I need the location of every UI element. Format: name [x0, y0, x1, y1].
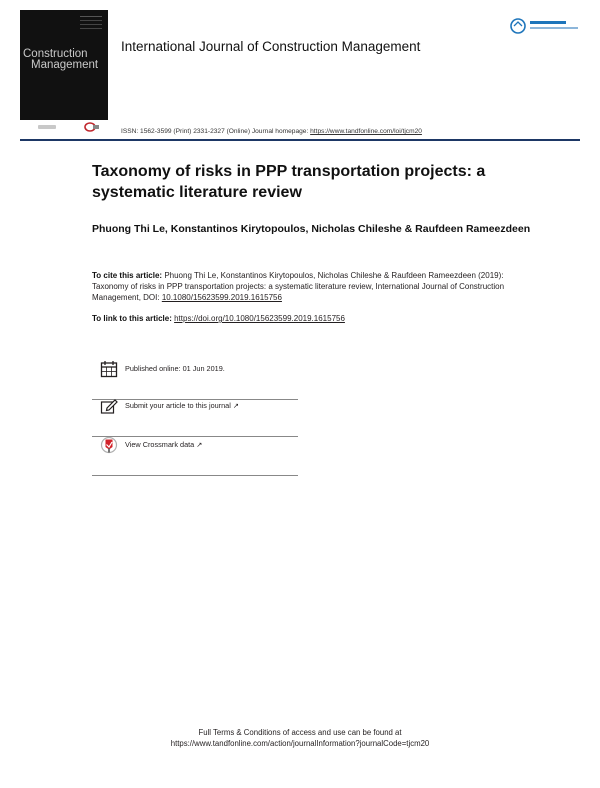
crossmark-icon [100, 436, 118, 454]
citation-block [92, 270, 522, 303]
cover-title-line2: Management [31, 59, 99, 71]
link-label: To link to this article: [92, 314, 175, 323]
cover-title-line1: Construction [23, 48, 88, 60]
crossmark-link[interactable] [125, 440, 202, 449]
row-divider [92, 475, 298, 476]
calendar-icon [100, 360, 118, 378]
issn-text: ISSN: 1562-3599 (Print) 2331-2327 (Online) Journal homepage: [121, 128, 311, 135]
terms-text: Full Terms & Conditions of access and use can be found at [198, 728, 402, 737]
submit-article-row[interactable] [92, 397, 298, 437]
taylor-francis-logo[interactable] [510, 14, 582, 38]
terms-link[interactable]: https://www.tandfonline.com/action/journalInformation?journalCode=tjcm20 [170, 739, 430, 748]
terms-footer [0, 727, 600, 749]
article-title: Taxonomy of risks in PPP transportation projects: a systematic literature review [92, 163, 486, 201]
published-date: Published online: 01 Jun 2019. [125, 364, 225, 373]
citation-label: To cite this article: [92, 271, 163, 280]
submit-article-label: Submit your article to this journal [125, 401, 231, 410]
header-divider [20, 139, 580, 141]
society-logo [84, 122, 100, 132]
article-authors: Phuong Thi Le, Konstantinos Kirytopoulos, Nicholas Chileshe & Raufdeen Rameezdeen [92, 223, 531, 235]
cover-decoration [80, 16, 102, 33]
crossmark-label: View Crossmark data [125, 440, 195, 449]
doi-link[interactable]: 10.1080/15623599.2019.1615756 [161, 293, 282, 302]
article-link-line [92, 314, 345, 323]
crossmark-row[interactable] [92, 436, 298, 476]
external-link-icon: ↗ [196, 440, 203, 449]
issn-line [121, 128, 422, 135]
edit-icon [100, 397, 118, 415]
journal-cover [20, 10, 108, 120]
journal-homepage-link[interactable]: https://www.tandfonline.com/loi/tjcm20 [310, 128, 422, 135]
published-row [92, 360, 298, 400]
article-link[interactable]: https://doi.org/10.1080/15623599.2019.1615756 [174, 314, 345, 323]
publisher-logo [38, 125, 56, 129]
external-link-icon: ↗ [232, 401, 240, 410]
cover-publisher-logos [38, 122, 108, 134]
journal-title[interactable]: International Journal of Construction Management [121, 39, 421, 54]
citation-text: Phuong Thi Le, Konstantinos Kirytopoulos, Nicholas Chileshe & Raufdeen Rameezdeen (2019): Taxonomy of risks in PPP transportation projects: a systematic literature review, International Journal of Construction Management, DOI: [92, 271, 505, 302]
submit-article-link[interactable] [125, 401, 239, 410]
